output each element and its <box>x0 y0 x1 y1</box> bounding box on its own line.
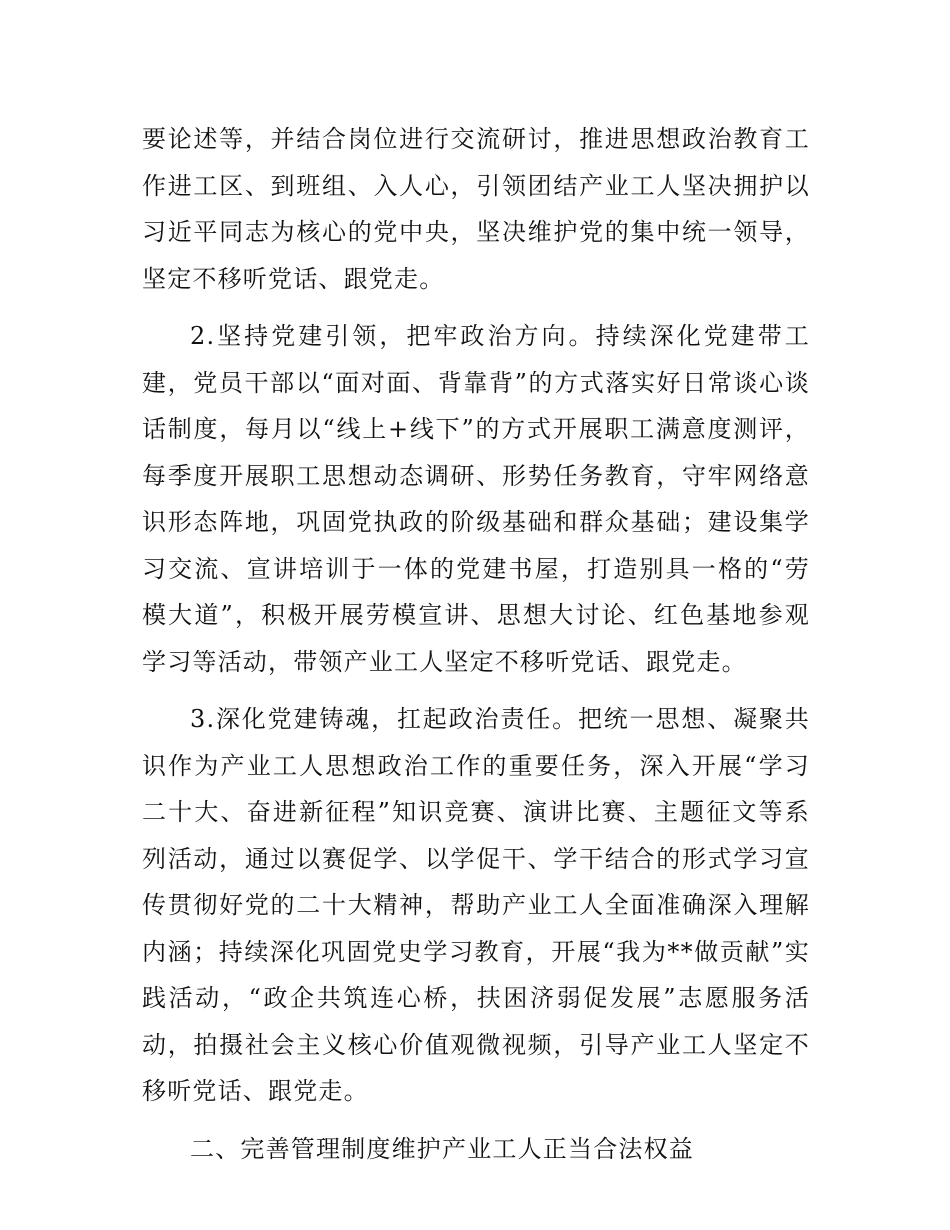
paragraph-continuation: 要论述等，并结合岗位进行交流研讨，推进思想政治教育工作进工区、到班组、入人心，引领团结产业工人坚决拥护以习近平同志为核心的党中央，坚决维护党的集中统一领导，坚定不移听党话、跟党走。 <box>142 125 810 293</box>
paragraph-item-3: 3.深化党建铸魂，扛起政治责任。把统一思想、凝聚共识作为产业工人思想政治工作的重要任务，深入开展“学习二十大、奋进新征程”知识竞赛、演讲比赛、主题征文等系列活动，通过以赛促学、以学促干、学干结合的形式学习宣传贯彻好党的二十大精神，帮助产业工人全面准确深入理解内涵；持续深化巩固党史学习教育，开展“我为**做贡献”实践活动，“政企共筑连心桥，扶困济弱促发展”志愿服务活动，拍摄社会主义核心价值观微视频，引导产业工人坚定不移听党话、跟党走。 <box>142 705 810 1105</box>
section-heading-2: 二、完善管理制度维护产业工人正当合法权益 <box>190 1134 694 1163</box>
paragraph-item-2: 2.坚持党建引领，把牢政治方向。持续深化党建带工建，党员干部以“面对面、背靠背”的方式落实好日常谈心谈话制度，每月以“线上+线下”的方式开展职工满意度测评，每季度开展职工思想动态调研、形势任务教育，守牢网络意识形态阵地，巩固党执政的阶级基础和群众基础；建设集学习交流、宣讲培训于一体的党建书屋，打造别具一格的“劳模大道”，积极开展劳模宣讲、思想大讨论、红色基地参观学习等活动，带领产业工人坚定不移听党话、跟党走。 <box>142 322 810 676</box>
document-body <box>142 116 810 1183</box>
